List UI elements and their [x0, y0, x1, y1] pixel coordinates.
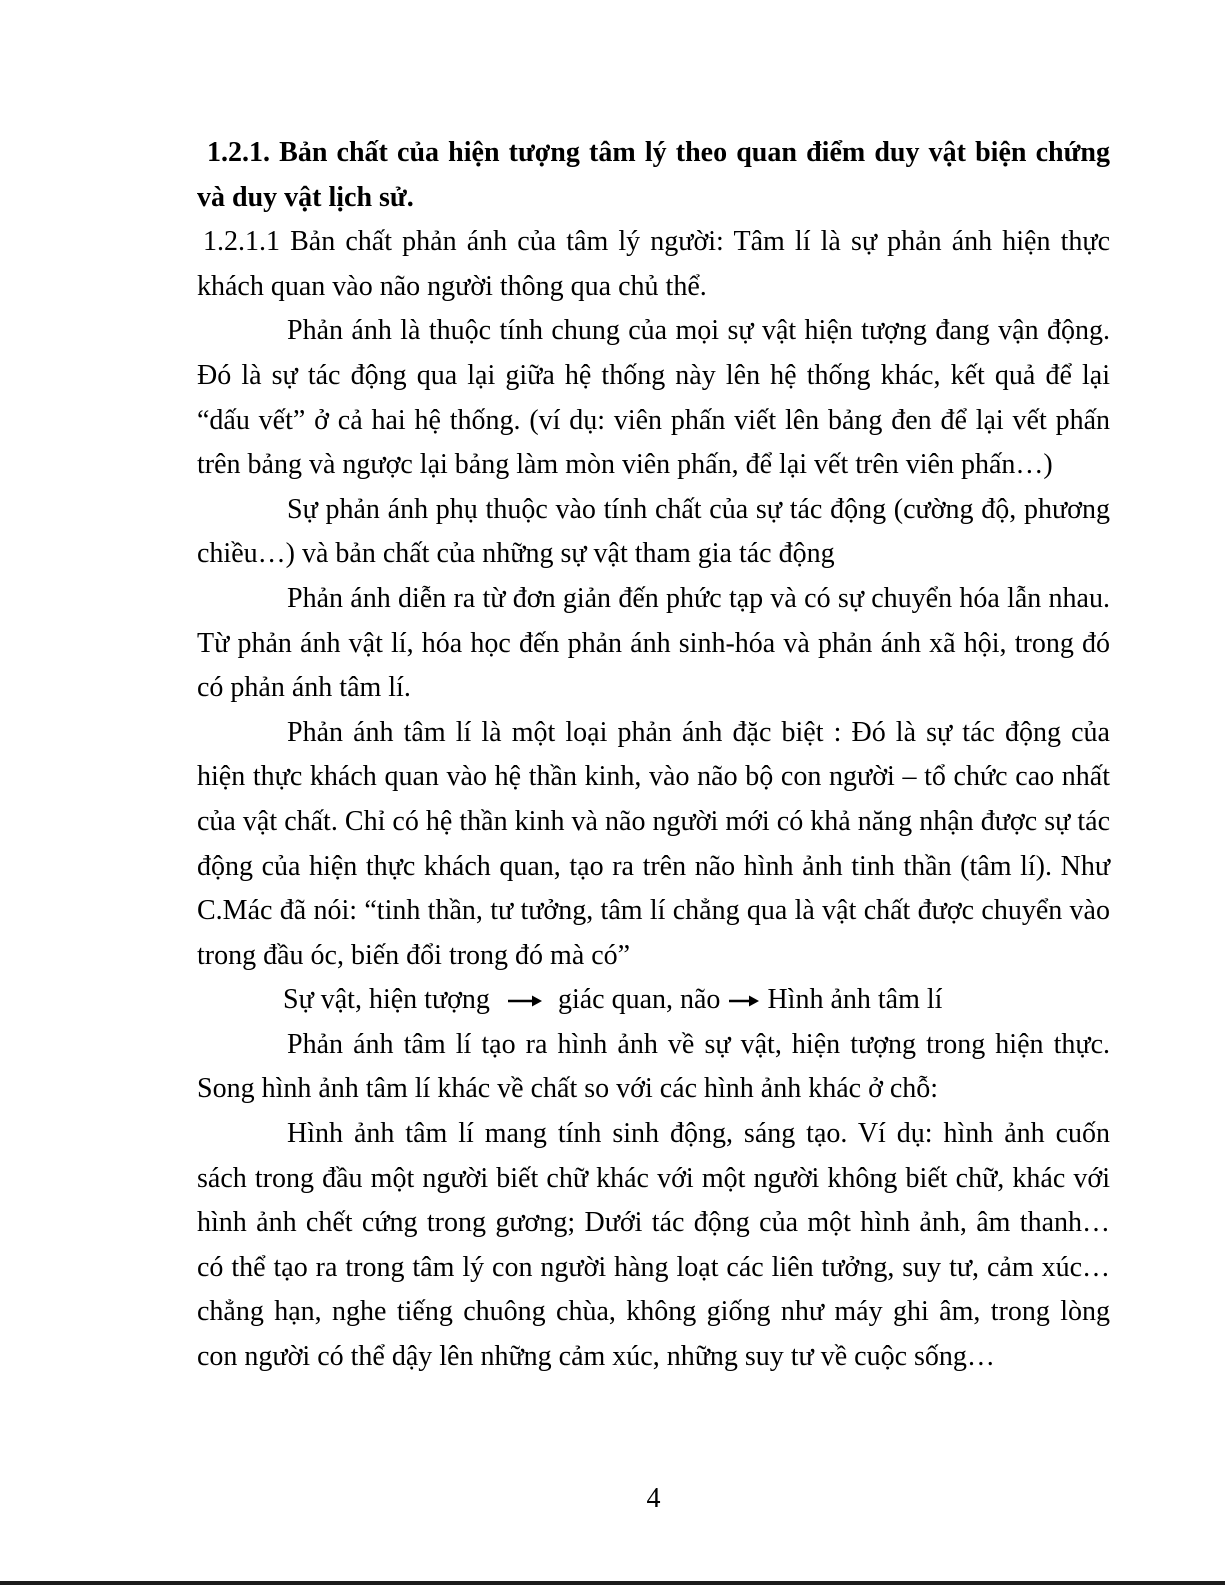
paragraph: Hình ảnh tâm lí mang tính sinh động, sáng tạo. Ví dụ: hình ảnh cuốn sách trong đầu một người biết chữ khác với một người không biết chữ, khác với hình ảnh chết cứng trong gương; Dưới tác động của một hình ảnh, âm thanh… có thể tạo ra trong tâm lý con người hàng loạt các liên tưởng, suy tư, cảm xúc…chẳng hạn, nghe tiếng chuông chùa, không giống như máy ghi âm, trong lòng con người có thể dậy lên những cảm xúc, những suy tư về cuộc sống…: [197, 1118, 1110, 1373]
paragraph: Phản ánh là thuộc tính chung của mọi sự vật hiện tượng đang vận động. Đó là sự tác động qua lại giữa hệ thống này lên hệ thống khác, kết quả để lại “dấu vết” ở cả hai hệ thống. (ví dụ: viên phấn viết lên bảng đen để lại vết phấn trên bảng và ngược lại bảng làm mòn viên phấn, để lại vết trên viên phấn…): [197, 315, 1110, 481]
diagram-node-senses: giác quan, não: [557, 984, 721, 1016]
paragraph: Phản ánh tâm lí là một loại phản ánh đặc biệt : Đó là sự tác động của hiện thực khách quan vào hệ thần kinh, vào não bộ con người – tổ chức cao nhất của vật chất. Chỉ có hệ thần kinh và não người mới có khả năng nhận được sự tác động của hiện thực khách quan, tạo ra trên não hình ảnh tinh thần (tâm lí). Như C.Mác đã nói: “tinh thần, tư tưởng, tâm lí chẳng qua là vật chất được chuyển vào trong đầu óc, biến đổi trong đó mà có”: [197, 716, 1110, 971]
paragraph-subsection: 1.2.1.1 Bản chất phản ánh của tâm lý người: Tâm lí là sự phản ánh hiện thực khách quan vào não người thông qua chủ thể.: [197, 226, 1110, 302]
diagram-node-stimulus: Sự vật, hiện tượng: [283, 984, 490, 1016]
paragraph: Sự phản ánh phụ thuộc vào tính chất của sự tác động (cường độ, phương chiều…) và bản chất của những sự vật tham gia tác động: [197, 493, 1110, 570]
paragraph: Phản ánh tâm lí tạo ra hình ảnh về sự vật, hiện tượng trong hiện thực. Song hình ảnh tâm lí khác về chất so với các hình ảnh khác ở chỗ:: [197, 1028, 1110, 1105]
window-bottom-edge: [0, 1581, 1225, 1585]
reflection-flow-diagram: [283, 978, 1110, 1023]
diagram-node-psych-image: Hình ảnh tâm lí: [767, 984, 943, 1016]
right-arrow-icon: [508, 993, 542, 1009]
section-heading: 1.2.1. Bản chất của hiện tượng tâm lý theo quan điểm duy vật biện chứng và duy vật lịch sử.: [197, 137, 1110, 213]
right-arrow-icon: [729, 993, 759, 1009]
page-number: 4: [646, 1483, 661, 1514]
paragraph: Phản ánh diễn ra từ đơn giản đến phức tạp và có sự chuyển hóa lẫn nhau. Từ phản ánh vật lí, hóa học đến phản ánh sinh-hóa và phản ánh xã hội, trong đó có phản ánh tâm lí.: [197, 582, 1110, 704]
document-text-block: [197, 131, 1110, 1380]
